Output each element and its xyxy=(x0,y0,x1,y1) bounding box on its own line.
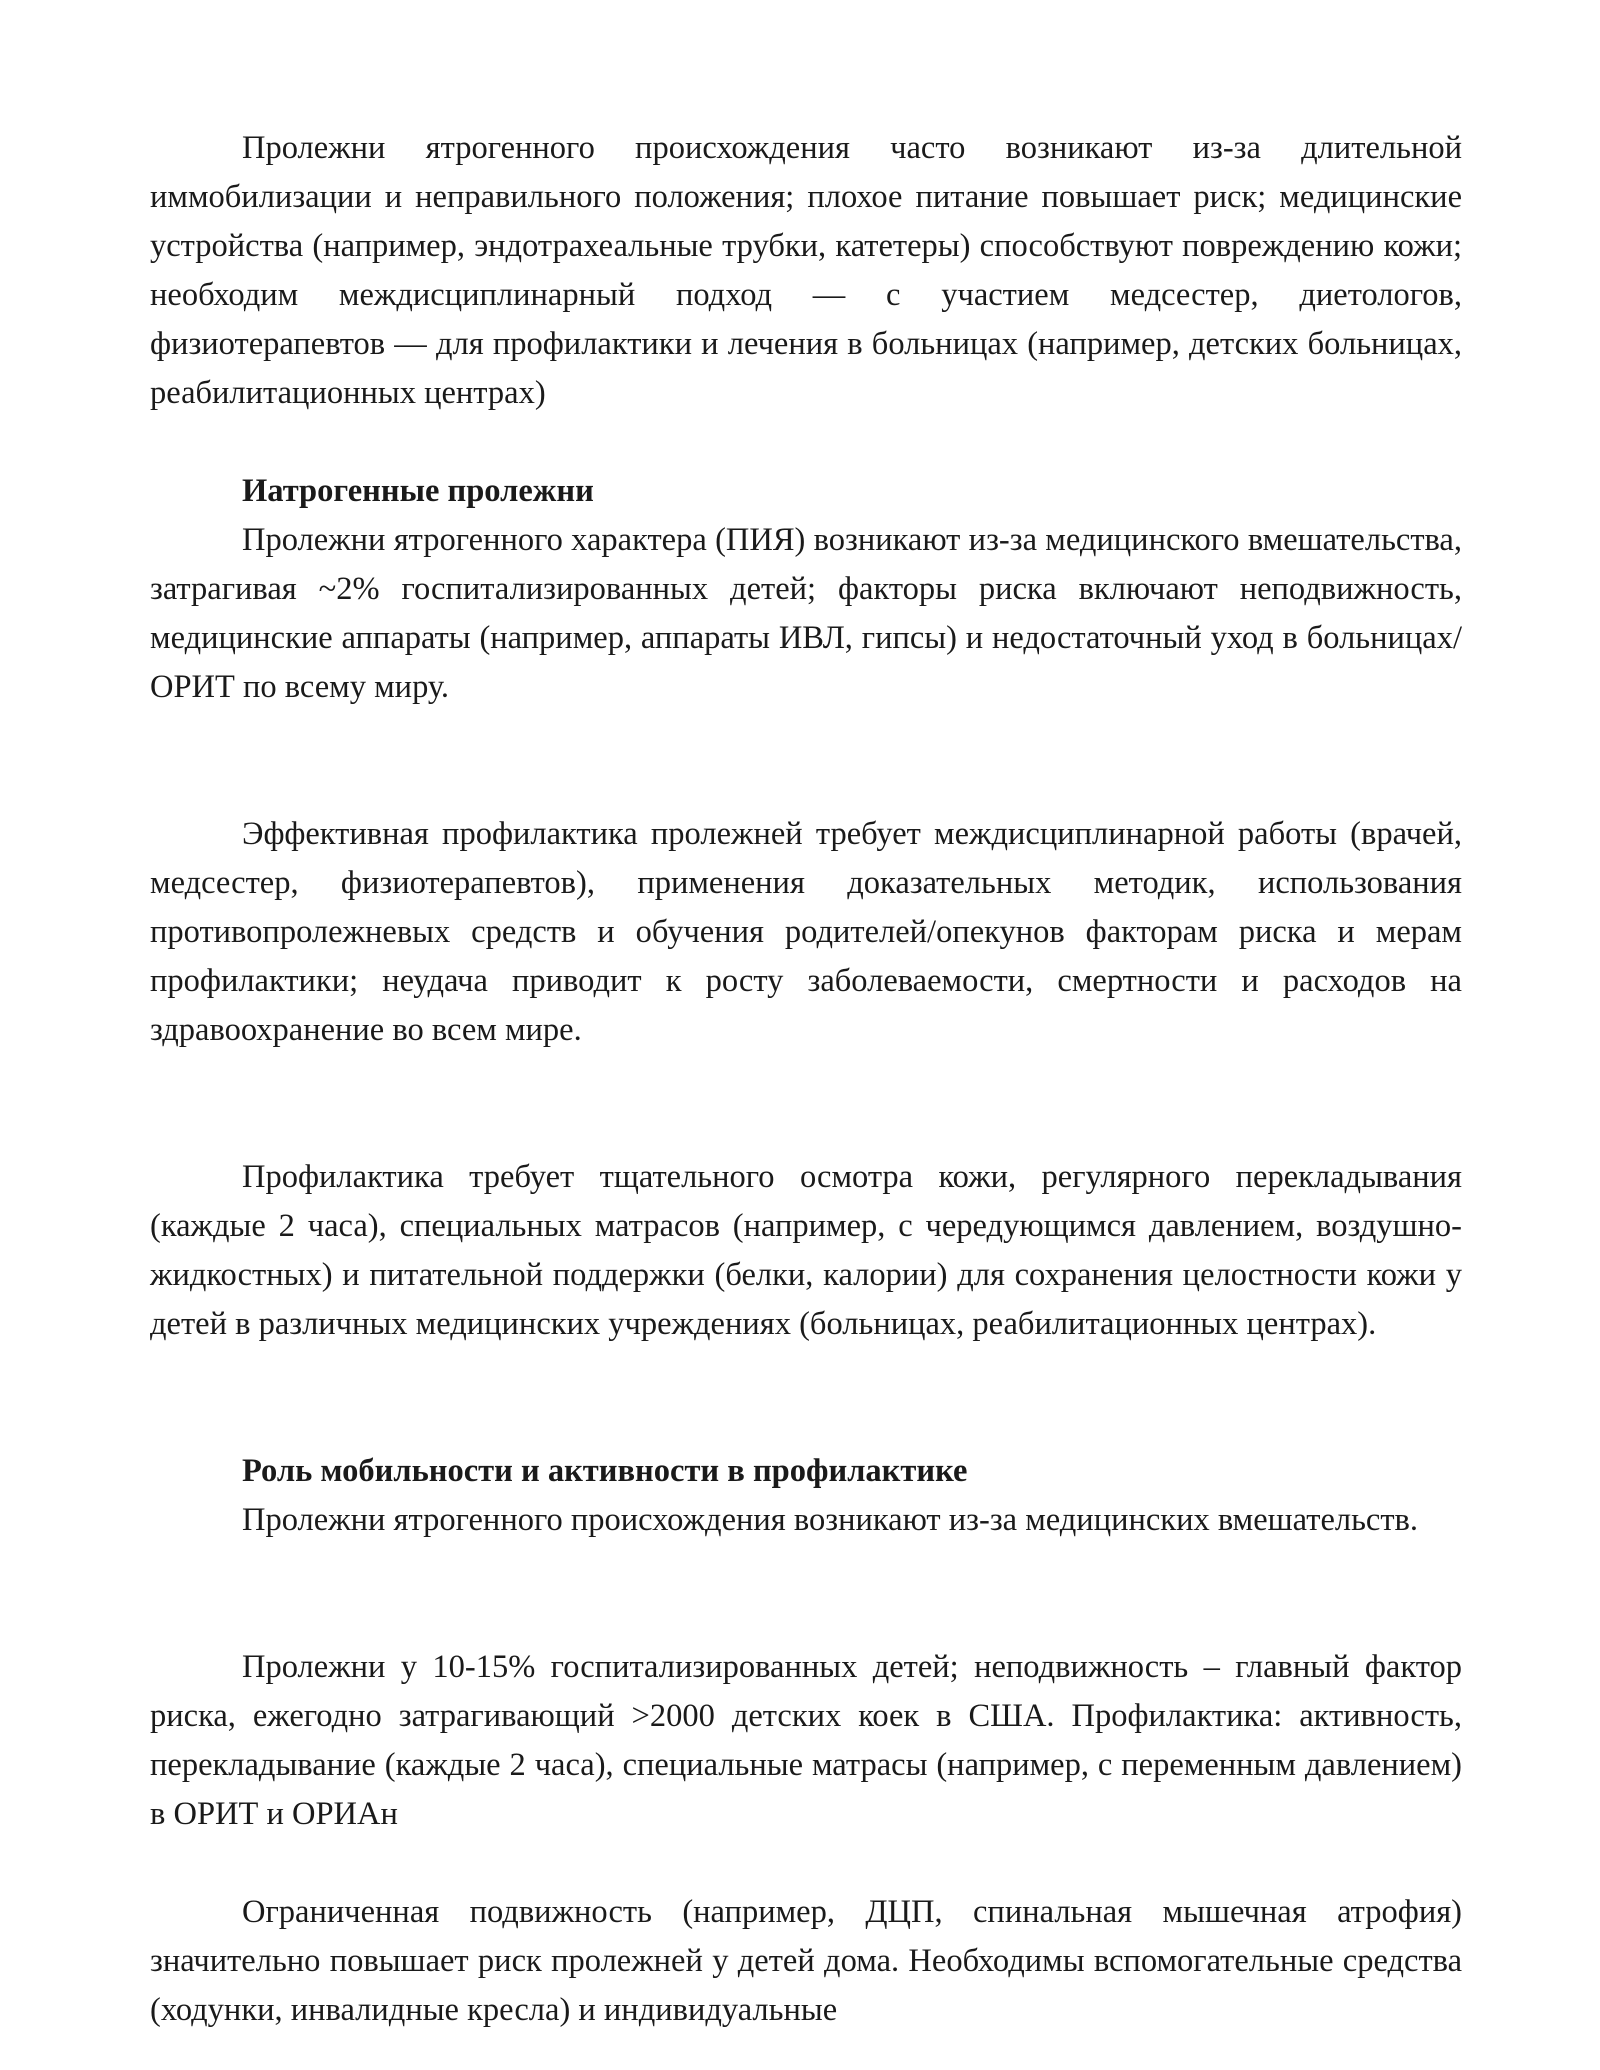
heading-mobility-role: Роль мобильности и активности в профилактике xyxy=(242,1453,968,1489)
paragraph-spacer xyxy=(150,1055,1462,1153)
paragraph-spacer xyxy=(150,1349,1462,1447)
paragraph-iatrogenic-origin: Пролежни ятрогенного происхождения часто возникают из-за длительной иммобилизации и неправильного положения; плохое питание повышает риск; медицинские устройства (например, эндотрахеальные трубки, катетеры) способствуют повреждению кожи; необходим междисциплинарный подход — с участием медсестер, диетологов, физиотерапевтов — для профилактики и лечения в больницах (например, детских больницах, реабилитационных центрах) xyxy=(150,130,1462,411)
paragraph-medical-interventions: Пролежни ятрогенного происхождения возникают из-за медицинских вмешательств. xyxy=(242,1502,1419,1538)
paragraph-spacer xyxy=(150,712,1462,810)
paragraph-hospitalized-children: Пролежни у 10-15% госпитализированных детей; неподвижность – главный фактор риска, ежегодно затрагивающий >2000 детских коек в США. Профилактика: активность, перекладывание (каждые 2 часа), специальные матрасы (например, с переменным давлением) в ОРИТ и ОРИАн xyxy=(150,1649,1462,1832)
paragraph-spacer xyxy=(150,1839,1462,1888)
paragraph-effective-prevention: Эффективная профилактика пролежней требует междисциплинарной работы (врачей, медсестер, физиотерапевтов), применения доказательных методик, использования противопролежневых средств и обучения родителей/опекунов факторам риска и мерам профилактики; неудача приводит к росту заболеваемости, смертности и расходов на здравоохранение во всем мире. xyxy=(150,816,1462,1048)
document-body xyxy=(150,124,1462,2035)
paragraph-spacer xyxy=(150,1545,1462,1643)
heading-iatrogenic-pressure-ulcers: Иатрогенные пролежни xyxy=(242,473,594,509)
paragraph-iatrogenic-character: Пролежни ятрогенного характера (ПИЯ) возникают из-за медицинского вмешательства, затрагивая ~2% госпитализированных детей; факторы риска включают неподвижность, медицинские аппараты (например, аппараты ИВЛ, гипсы) и недостаточный уход в больницах/ОРИТ по всему миру. xyxy=(150,522,1462,705)
paragraph-prevention-requirements: Профилактика требует тщательного осмотра кожи, регулярного перекладывания (каждые 2 часа), специальных матрасов (например, с чередующимся давлением, воздушно-жидкостных) и питательной поддержки (белки, калории) для сохранения целостности кожи у детей в различных медицинских учреждениях (больницах, реабилитационных центрах). xyxy=(150,1159,1462,1342)
paragraph-limited-mobility: Ограниченная подвижность (например, ДЦП, спинальная мышечная атрофия) значительно повышает риск пролежней у детей дома. Необходимы вспомогательные средства (ходунки, инвалидные кресла) и индивидуальные xyxy=(150,1894,1462,2028)
paragraph-spacer xyxy=(150,418,1462,467)
